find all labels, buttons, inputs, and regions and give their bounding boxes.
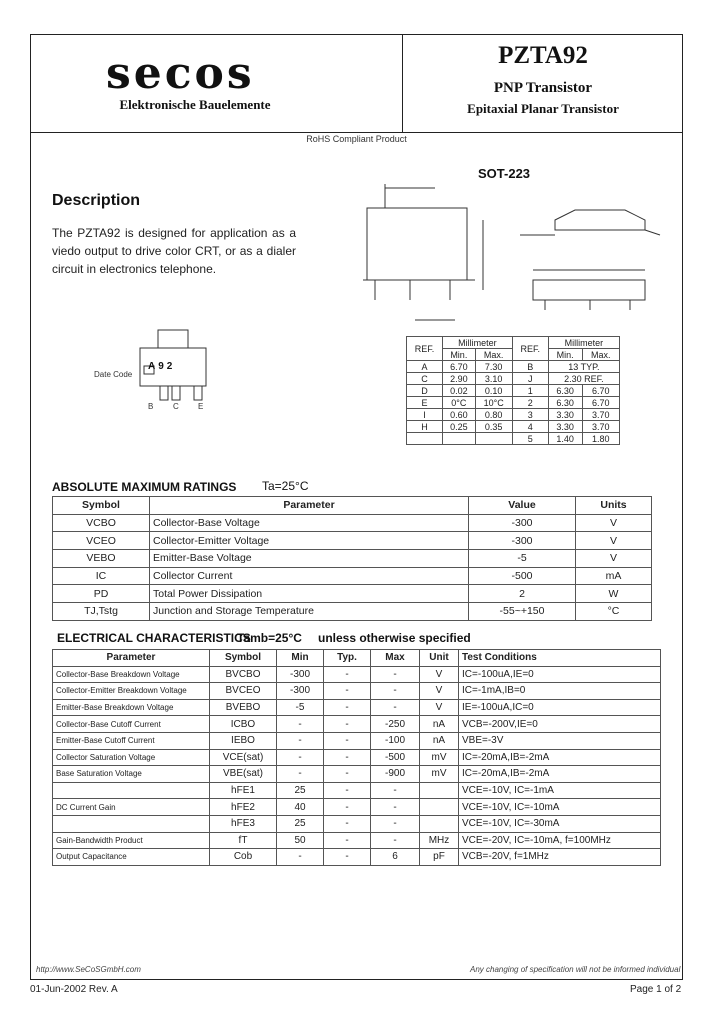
package-drawing [355,180,665,330]
dimensions-table [406,336,620,445]
dim-row: C 2.90 3.10 J 2.30 REF. [407,373,620,385]
abs-row: PD Total Power Dissipation 2 W [53,585,652,603]
revision-date: 01-Jun-2002 Rev. A [30,984,118,995]
part-number: PZTA92 [498,42,588,69]
dim-row: I 0.60 0.80 3 3.30 3.70 [407,409,620,421]
pin-label-1: B [148,402,154,411]
elec-row: DC Current Gain hFE2 40 - - VCE=-10V, IC=-10mA [53,799,661,816]
elec-header-max: Max [371,650,420,667]
elec-condition: Tamb=25°C [237,631,302,645]
dim-ref-header: REF. [407,337,443,361]
abs-header-parameter: Parameter [150,497,469,515]
transistor-subtitle: Epitaxial Planar Transistor [467,101,619,116]
elec-header-unit: Unit [420,650,459,667]
elec-header-min: Min [277,650,324,667]
dim-row: 5 1.40 1.80 [407,433,620,445]
elec-row: Collector-Base Breakdown Voltage BVCBO -300 - - V IC=-100uA,IE=0 [53,666,661,683]
elec-title: ELECTRICAL CHARACTERISTICS [57,631,251,645]
marking-code: A92 [148,361,176,372]
dim-max-header: Max. [475,349,512,361]
dim-row: D 0.02 0.10 1 6.30 6.70 [407,385,620,397]
company-logo: secos [106,48,255,99]
website-link[interactable]: http://www.SeCoSGmbH.com [36,965,141,974]
abs-max-title: ABSOLUTE MAXIMUM RATINGS [52,480,237,494]
elec-row: hFE1 25 - - VCE=-10V, IC=-1mA [53,782,661,799]
transistor-type: PNP Transistor [493,80,593,96]
elec-row: Base Saturation Voltage VBE(sat) - - -900 mV IC=-20mA,IB=-2mA [53,766,661,783]
package-name: SOT-223 [478,166,531,181]
elec-row: Emitter-Base Breakdown Voltage BVEBO -5 - - V IE=-100uA,IC=0 [53,699,661,716]
spec-notice: Any changing of specification will not be informed individual [470,965,681,974]
abs-row: VEBO Emitter-Base Voltage -5 V [53,550,652,568]
dim-max-header-2: Max. [582,349,619,361]
pin-label-3: E [198,402,204,411]
abs-header-value: Value [469,497,576,515]
elec-row: Emitter-Base Cutoff Current IEBO - - -100 nA VBE=-3V [53,732,661,749]
elec-row: Output Capacitance Cob - - 6 pF VCB=-20V, f=1MHz [53,849,661,866]
elec-header-parameter: Parameter [53,650,210,667]
dim-unit-header: Millimeter [443,337,513,349]
dim-ref-header-2: REF. [512,337,548,361]
pin-label-2: C [173,402,179,411]
dim-min-header-2: Min. [548,349,582,361]
abs-row: VCEO Collector-Emitter Voltage -300 V [53,532,652,550]
dim-row: A 6.70 7.30 B 13 TYP. [407,361,620,373]
abs-header-symbol: Symbol [53,497,150,515]
elec-header-symbol: Symbol [210,650,277,667]
dim-min-header: Min. [443,349,476,361]
abs-row: IC Collector Current -500 mA [53,567,652,585]
page-number: Page 1 of 2 [630,984,682,995]
elec-row: Collector-Emitter Breakdown Voltage BVCEO -300 - - V IC=-1mA,IB=0 [53,683,661,700]
abs-max-condition: Ta=25°C [262,479,309,493]
elec-table [52,649,661,866]
elec-note: unless otherwise specified [318,631,471,645]
dim-row: E 0°C 10°C 2 6.30 6.70 [407,397,620,409]
description-title: Description [52,192,141,209]
dim-unit-header-2: Millimeter [548,337,619,349]
elec-header-typ: Typ. [324,650,371,667]
description-text: The PZTA92 is designed for application as a viedo output to drive color CRT, or as a dialer circuit in electronics telephone. [52,226,296,276]
dim-row: H 0.25 0.35 4 3.30 3.70 [407,421,620,433]
elec-row: Collector-Base Cutoff Current ICBO - - -250 nA VCB=-200V,IE=0 [53,716,661,733]
elec-header-test: Test Conditions [459,650,661,667]
header-vertical-divider [402,34,403,132]
abs-max-table [52,496,652,621]
elec-row: Gain-Bandwidth Product fT 50 - - MHz VCE=-20V, IC=-10mA, f=100MHz [53,832,661,849]
elec-row: Collector Saturation Voltage VCE(sat) - - -500 mV IC=-20mA,IB=-2mA [53,749,661,766]
elec-row: hFE3 25 - - VCE=-10V, IC=-30mA [53,815,661,832]
company-name: Elektronische Bauelemente [119,97,271,112]
header-divider [30,132,683,133]
abs-row: VCBO Collector-Base Voltage -300 V [53,514,652,532]
abs-header-units: Units [576,497,652,515]
date-code-label: Date Code [94,370,133,379]
rohs-note: RoHS Compliant Product [306,134,407,144]
abs-row: TJ,Tstg Junction and Storage Temperature -55~+150 °C [53,603,652,621]
